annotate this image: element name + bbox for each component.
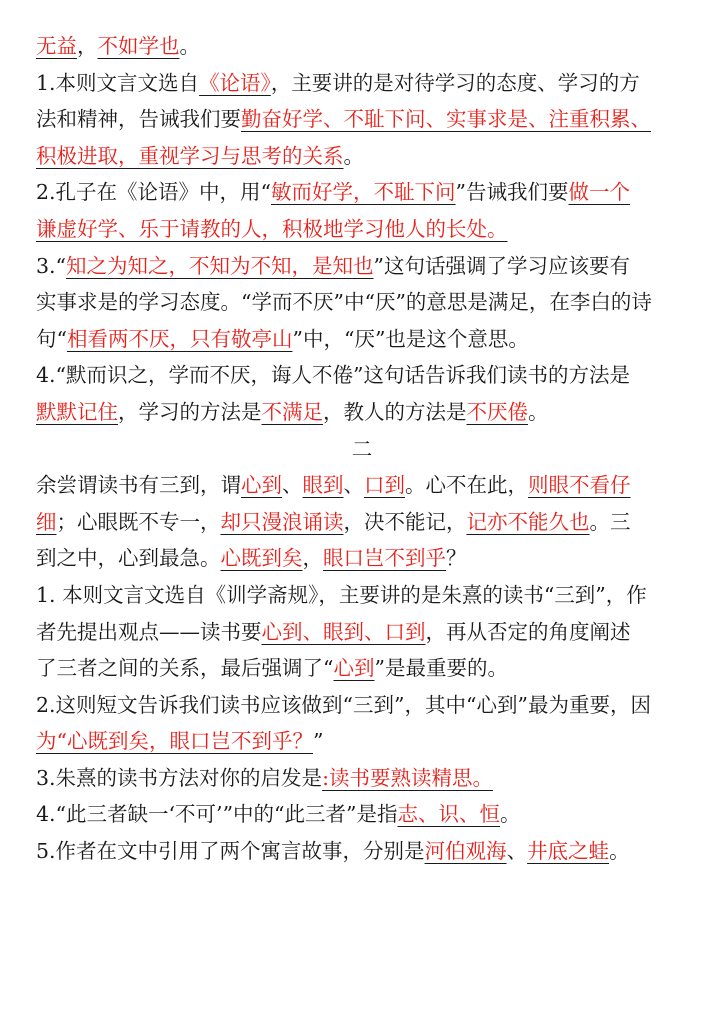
body-text: 到之中，心到最急。 xyxy=(36,546,221,571)
text-line xyxy=(36,101,688,138)
body-text: ” xyxy=(312,729,324,754)
text-line xyxy=(36,577,688,614)
body-text: 4.“默而识之，学而不厌，诲人不倦”这句话告诉我们读书的方法是 xyxy=(36,363,631,388)
answer-text: 口到 xyxy=(364,473,405,498)
body-text: 、 xyxy=(343,473,364,498)
body-text: ，教人的方法是 xyxy=(323,399,467,424)
answer-text: 为“心既到矣，眼口岂不到乎？ xyxy=(36,729,313,754)
body-text: ， xyxy=(302,546,323,571)
body-text: ， xyxy=(77,34,98,58)
body-text: ；心眼既不专一， xyxy=(56,509,221,534)
text-line xyxy=(36,28,688,65)
body-text: ？ xyxy=(446,546,467,571)
body-text: ，主要讲的是对待学习的态度、学习的方 xyxy=(270,70,640,95)
section-heading: 二 xyxy=(351,436,373,461)
text-line xyxy=(36,540,688,577)
body-text: 。 xyxy=(179,34,200,58)
body-text: 。 xyxy=(343,143,364,168)
answer-text: 心到 xyxy=(241,473,282,498)
text-line xyxy=(36,687,688,724)
body-text: 4.“此三者缺一‘不可’”中的“此三者”是指 xyxy=(36,802,398,827)
answer-text: 却只漫浪诵读 xyxy=(220,509,344,534)
body-text: 3.“ xyxy=(36,253,67,278)
answer-text: 谦虚好学、乐于请教的人，积极地学习他人的长处。 xyxy=(36,216,508,241)
body-text: 余尝谓读书有三到，谓 xyxy=(36,473,241,498)
text-line xyxy=(36,467,688,504)
body-text: ”中，“厌”也是这个意思。 xyxy=(292,326,529,351)
section-sandao xyxy=(36,467,688,870)
answer-text: 勤奋好学、不耻下问、实事求是、注重积累、 xyxy=(241,107,651,132)
body-text: 1. 本则文言文选自《训学斋规》，主要讲的是朱熹的读书“三到”，作 xyxy=(36,582,647,607)
text-line xyxy=(36,357,688,394)
answer-text: 河伯观海 xyxy=(424,839,507,864)
body-text: 者先提出观点——读书要 xyxy=(36,619,262,644)
text-line xyxy=(36,211,688,248)
body-text: ”告诫我们要 xyxy=(455,180,569,205)
answer-text: 则眼不看仔 xyxy=(528,473,631,498)
text-line xyxy=(36,650,688,687)
text-line xyxy=(36,833,688,870)
body-text: ”是最重要的。 xyxy=(374,656,508,681)
answer-text: 积极进取，重视学习与思考的关系 xyxy=(36,143,344,168)
body-text: ，再从否定的角度阐述 xyxy=(425,619,631,644)
body-text: ，学习的方法是 xyxy=(118,399,262,424)
answer-text: 不如学也 xyxy=(97,34,180,58)
text-line xyxy=(36,284,688,321)
body-text: 3.朱熹的读书方法对你的启发是 xyxy=(36,765,323,790)
body-text: 5.作者在文中引用了两个寓言故事，分别是 xyxy=(36,839,425,864)
body-text: ”这句话强调了学习应该要有 xyxy=(373,253,631,278)
body-text: 。 xyxy=(609,839,630,864)
body-text: 、 xyxy=(506,839,528,864)
text-line xyxy=(36,760,688,797)
answer-text: 不满足 xyxy=(261,399,323,424)
text-line xyxy=(36,321,688,358)
answer-text: 不厌倦 xyxy=(466,399,528,424)
text-line xyxy=(36,138,688,175)
answer-text: 相看两不厌，只有敬亭山 xyxy=(66,326,293,351)
answer-text: 井底之蛙 xyxy=(527,839,610,864)
body-text: 。 xyxy=(500,802,521,827)
body-text: 实事求是的学习态度。“学而不厌”中“厌”的意思是满足，在李白的诗 xyxy=(36,290,652,315)
body-text: ，决不能记， xyxy=(343,509,467,534)
answer-text: 眼到 xyxy=(302,473,344,498)
body-text: 法和精神，告诫我们要 xyxy=(36,107,241,132)
text-line xyxy=(36,394,688,431)
text-line xyxy=(36,65,688,102)
answer-text: 记亦不能久也 xyxy=(466,509,590,534)
body-text: 1.本则文言文选自 xyxy=(36,70,200,95)
answer-text: 敏而好学，不耻下问 xyxy=(271,180,456,205)
text-line xyxy=(36,504,688,541)
answer-text: 心到、眼到、口到 xyxy=(261,619,426,644)
answer-text: 《论语》 xyxy=(199,70,271,95)
body-text: 。三 xyxy=(589,509,631,534)
body-text: 、 xyxy=(282,473,303,498)
body-text: 2.孔子在《论语》中，用“ xyxy=(36,180,272,205)
body-text: 。 xyxy=(528,399,549,424)
answer-text: 默默记住 xyxy=(36,399,118,424)
text-line xyxy=(36,723,688,760)
answer-text: :读书要熟读精思。 xyxy=(322,765,493,790)
text-line xyxy=(36,174,688,211)
body-text: 句“ xyxy=(36,326,67,351)
answer-text: 志、识、恒 xyxy=(397,802,501,827)
answer-text: 做一个 xyxy=(568,180,631,205)
text-line xyxy=(36,796,688,833)
answer-text: 心既到矣 xyxy=(220,546,303,571)
answer-text: 心到 xyxy=(333,656,375,681)
section-lunyu xyxy=(36,28,688,431)
answer-text: 细 xyxy=(36,509,57,534)
text-line xyxy=(36,614,688,651)
answer-text: 知之为知之，不知为不知，是知也 xyxy=(66,253,374,278)
answer-text: 无益 xyxy=(36,34,77,58)
body-text: 2.这则短文告诉我们读书应该做到“三到”，其中“心到”最为重要，因 xyxy=(36,692,651,717)
text-line xyxy=(36,248,688,285)
body-text: 了三者之间的关系，最后强调了“ xyxy=(36,656,334,681)
answer-text: 眼口岂不到乎 xyxy=(323,546,446,571)
body-text: 。心不在此， xyxy=(405,473,528,498)
